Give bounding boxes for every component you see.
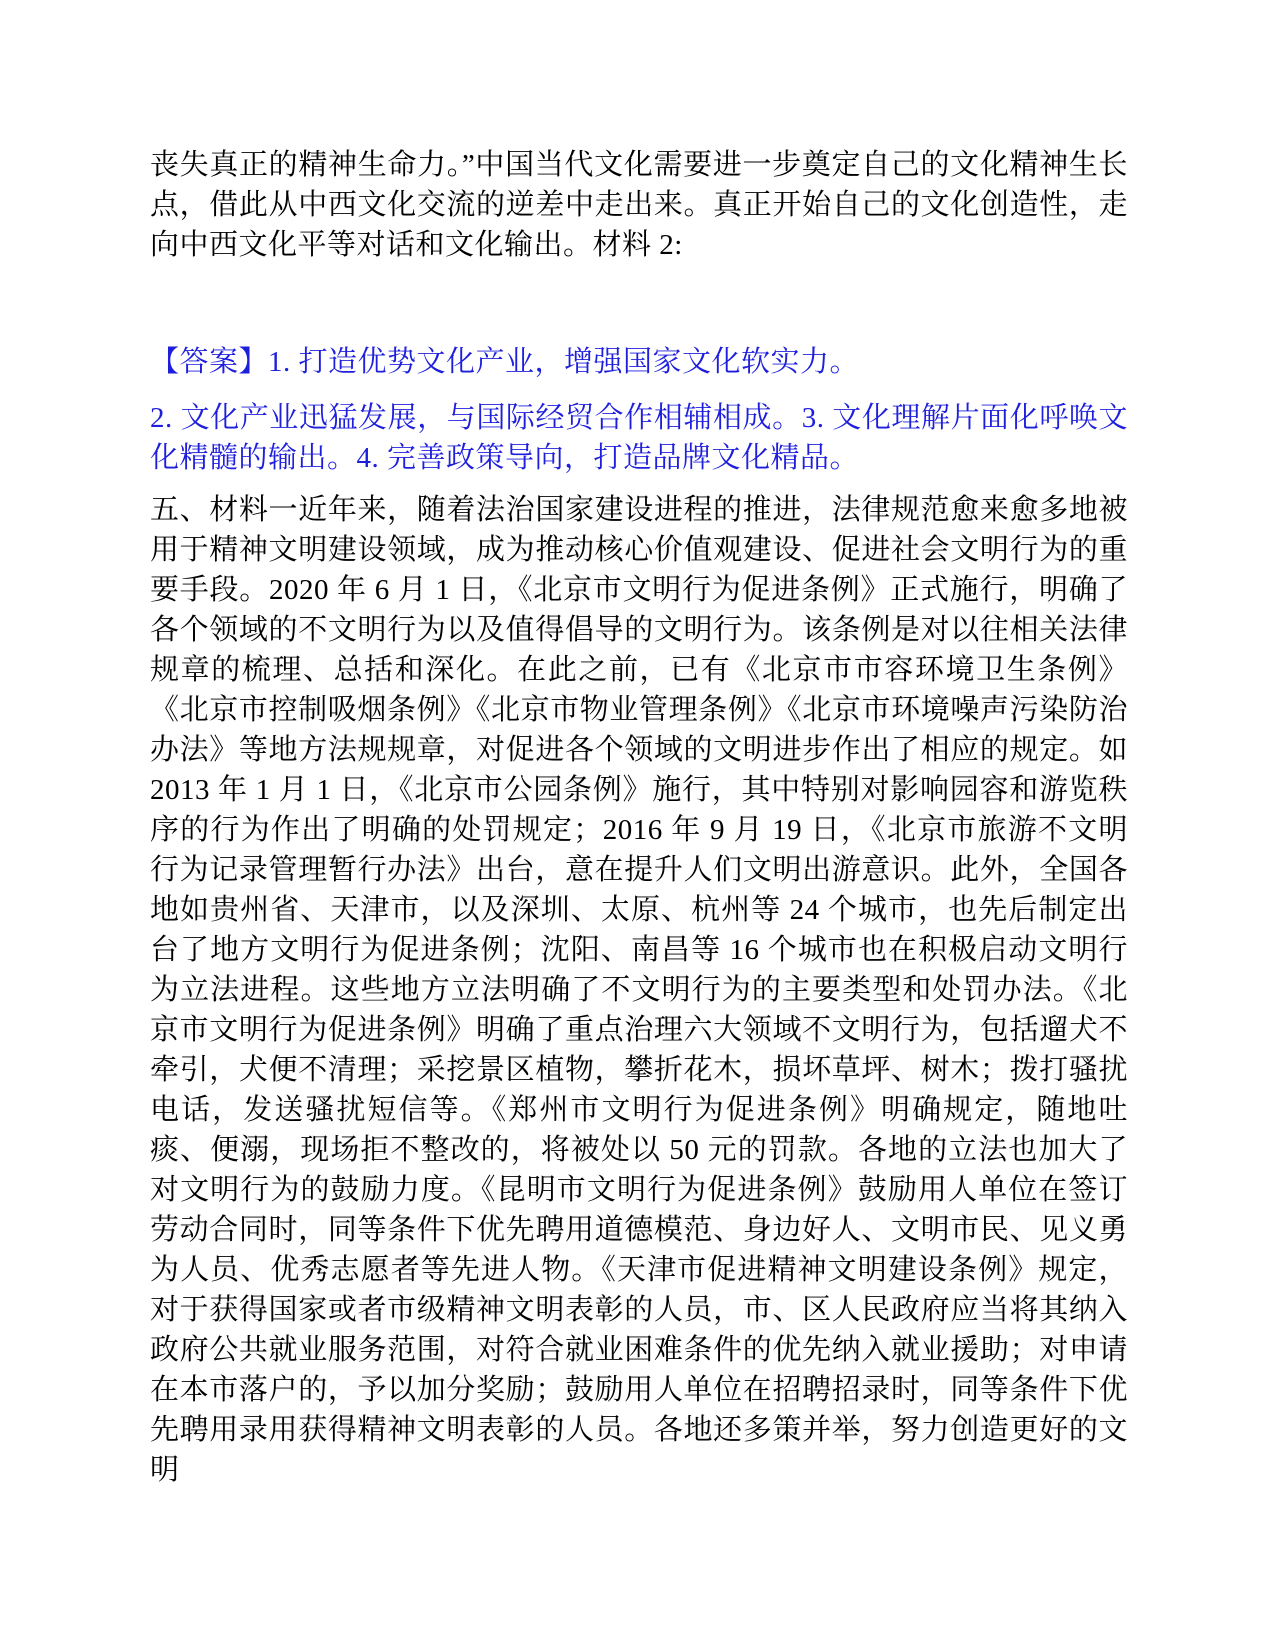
paragraph-intro: 丧失真正的精神生命力。”中国当代文化需要进一步奠定自己的文化精神生长点，借此从中西文化交流的逆差中走出来。真正开始自己的文化创造性，走向中西文化平等对话和文化输出。材料 2: xyxy=(150,149,1128,261)
answer-heading: 【答案】1. 打造优势文化产业，增强国家文化软实力。 xyxy=(150,346,860,378)
answer-body: 2. 文化产业迅猛发展，与国际经贸合作相辅相成。3. 文化理解片面化呼唤文化精髓的输出。4. 完善政策导向，打造品牌文化精品。 xyxy=(150,402,1128,474)
paragraph-material-five: 五、材料一近年来，随着法治国家建设进程的推进，法律规范愈来愈多地被用于精神文明建设领域，成为推动核心价值观建设、促进社会文明行为的重要手段。2020 年 6 月 1 日，《北京市文明行为促进条例》正式施行，明确了各个领域的不文明行为以及值得倡导的文明行为。该条例是对以往相关法律规章的梳理、总括和深化。在此之前，已有《北京市市容环境卫生条例》《北京市控制吸烟条例》《北京市物业管理条例》《北京市环境噪声污染防治办法》等地方法规规章，对促进各个领域的文明进步作出了相应的规定。如 2013 年 1 月 1 日，《北京市公园条例》施行，其中特别对影响园容和游览秩序的行为作出了明确的处罚规定；2016 年 9 月 19 日，《北京市旅游不文明行为记录管理暂行办法》出台，意在提升人们文明出游意识。此外，全国各地如贵州省、天津市，以及深圳、太原、杭州等 24 个城市，也先后制定出台了地方文明行为促进条例；沈阳、南昌等 16 个城市也在积极启动文明行为立法进程。这些地方立法明确了不文明行为的主要类型和处罚办法。《北京市文明行为促进条例》明确了重点治理六大领域不文明行为，包括遛犬不牵引，犬便不清理；采挖景区植物，攀折花木，损坏草坪、树木；拨打骚扰电话，发送骚扰短信等。《郑州市文明行为促进条例》明确规定，随地吐痰、便溺，现场拒不整改的，将被处以 50 元的罚款。各地的立法也加大了对文明行为的鼓励力度。《昆明市文明行为促进条例》鼓励用人单位在签订劳动合同时，同等条件下优先聘用道德模范、身边好人、文明市民、见义勇为人员、优秀志愿者等先进人物。《天津市促进精神文明建设条例》规定，对于获得国家或者市级精神文明表彰的人员，市、区人民政府应当将其纳入政府公共就业服务范围，对符合就业困难条件的优先纳入就业援助；对申请在本市落户的，予以加分奖励；鼓励用人单位在招聘招录时，同等条件下优先聘用录用获得精神文明表彰的人员。各地还多策并举，努力创造更好的文明 xyxy=(150,494,1128,1486)
